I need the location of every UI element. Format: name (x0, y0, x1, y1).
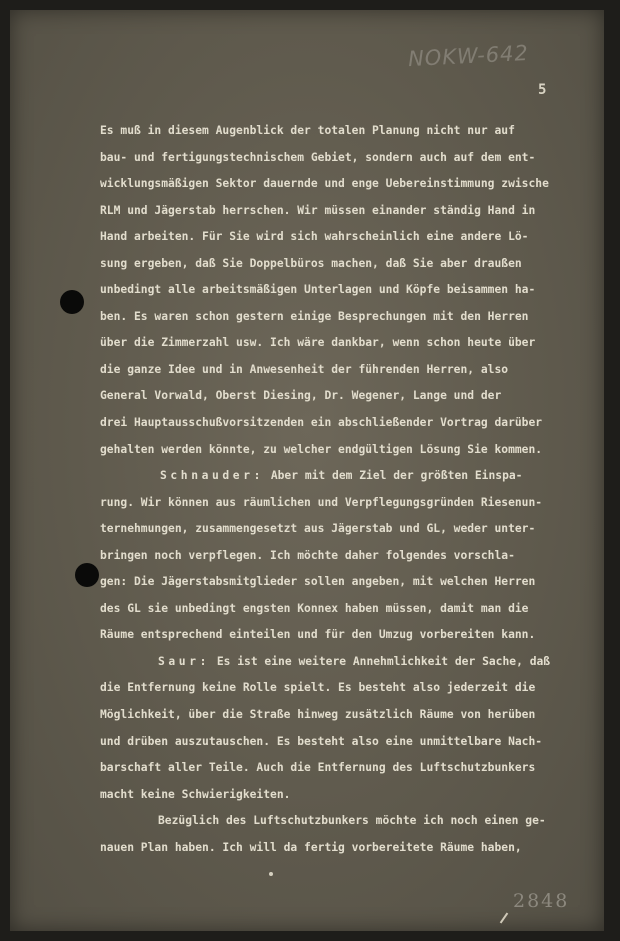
text-line: die Entfernung keine Rolle spielt. Es besteht also jederzeit die (100, 681, 536, 695)
ink-dot (269, 872, 273, 876)
text-line: gehalten werden könnte, zu welcher endgültigen Lösung Sie kommen. (100, 442, 543, 456)
pencil-mark (500, 913, 509, 924)
text-line: bringen noch verpflegen. Ich möchte daher folgendes vorschla- (100, 548, 515, 562)
text-line: über die Zimmerzahl usw. Ich wäre dankbar, wenn schon heute über (100, 336, 536, 350)
text-line: wicklungsmäßigen Sektor dauernde und enge Uebereinstimmung zwische (100, 177, 549, 191)
text-line: unbedingt alle arbeitsmäßigen Unterlagen und Köpfe beisammen ha- (100, 283, 536, 297)
speaker-name-saur: Saur: (158, 654, 211, 668)
text-line: Hand arbeiten. Für Sie wird sich wahrscheinlich eine andere Lö- (100, 230, 529, 244)
text-line: rung. Wir können aus räumlichen und Verpflegungsgründen Riesenun- (100, 495, 543, 509)
text-line: sung ergeben, daß Sie Doppelbüros machen, daß Sie aber draußen (100, 256, 522, 270)
text-line: Räume entsprechend einteilen und für den Umzug vorbereiten kann. (100, 628, 536, 642)
speaker-name-schnauder: Schnauder: (160, 469, 265, 483)
archive-stamp: NOKW-642 (407, 40, 530, 72)
document-body (100, 118, 610, 861)
text-line: ben. Es waren schon gestern einige Besprechungen mit den Herren (100, 309, 529, 323)
text-line: die ganze Idee und in Anwesenheit der führenden Herren, also (100, 362, 509, 376)
text-line: des GL sie unbedingt engsten Konnex haben müssen, damit man die (100, 601, 529, 615)
text-line: RLM und Jägerstab herrschen. Wir müssen einander ständig Hand in (100, 203, 536, 217)
text-line: General Vorwald, Oberst Diesing, Dr. Wegener, Lange und der (100, 389, 502, 403)
text-line: ternehmungen, zusammengesetzt aus Jägerstab und GL, weder unter- (100, 522, 536, 536)
punch-hole-bottom (75, 563, 99, 587)
text-line: drei Hauptausschußvorsitzenden ein abschließender Vortrag darüber (100, 416, 543, 430)
text-line: Möglichkeit, über die Straße hinweg zusätzlich Räume von herüben (100, 708, 536, 722)
document-sheet (10, 10, 604, 931)
text-line-content: Es ist eine weitere Annehmlichkeit der Sache, daß (216, 654, 551, 668)
page-number: 5 (538, 82, 547, 98)
text-line: nauen Plan haben. Ich will da fertig vorbereitete Räume haben, (100, 840, 522, 854)
text-line: und drüben auszutauschen. Es besteht also eine unmittelbare Nach- (100, 734, 543, 748)
speaker-line-schnauder (100, 463, 610, 490)
text-line: gen: Die Jägerstabsmitglieder sollen angeben, mit welchen Herren (100, 575, 536, 589)
text-line: Bezüglich des Luftschutzbunkers möchte ich noch einen ge- (158, 814, 546, 828)
text-line-content: Aber mit dem Ziel der größten Einspa- (270, 469, 523, 483)
text-line: macht keine Schwierigkeiten. (100, 787, 291, 801)
text-line: bau- und fertigungstechnischem Gebiet, sondern auch auf dem ent- (100, 150, 536, 164)
text-line: Es muß in diesem Augenblick der totalen Planung nicht nur auf (100, 124, 515, 137)
speaker-line-saur (100, 649, 610, 676)
text-line: barschaft aller Teile. Auch die Entfernung des Luftschutzbunkers (100, 761, 536, 775)
archive-folio-number: 2848 (513, 890, 570, 912)
punch-hole-top (60, 290, 84, 314)
